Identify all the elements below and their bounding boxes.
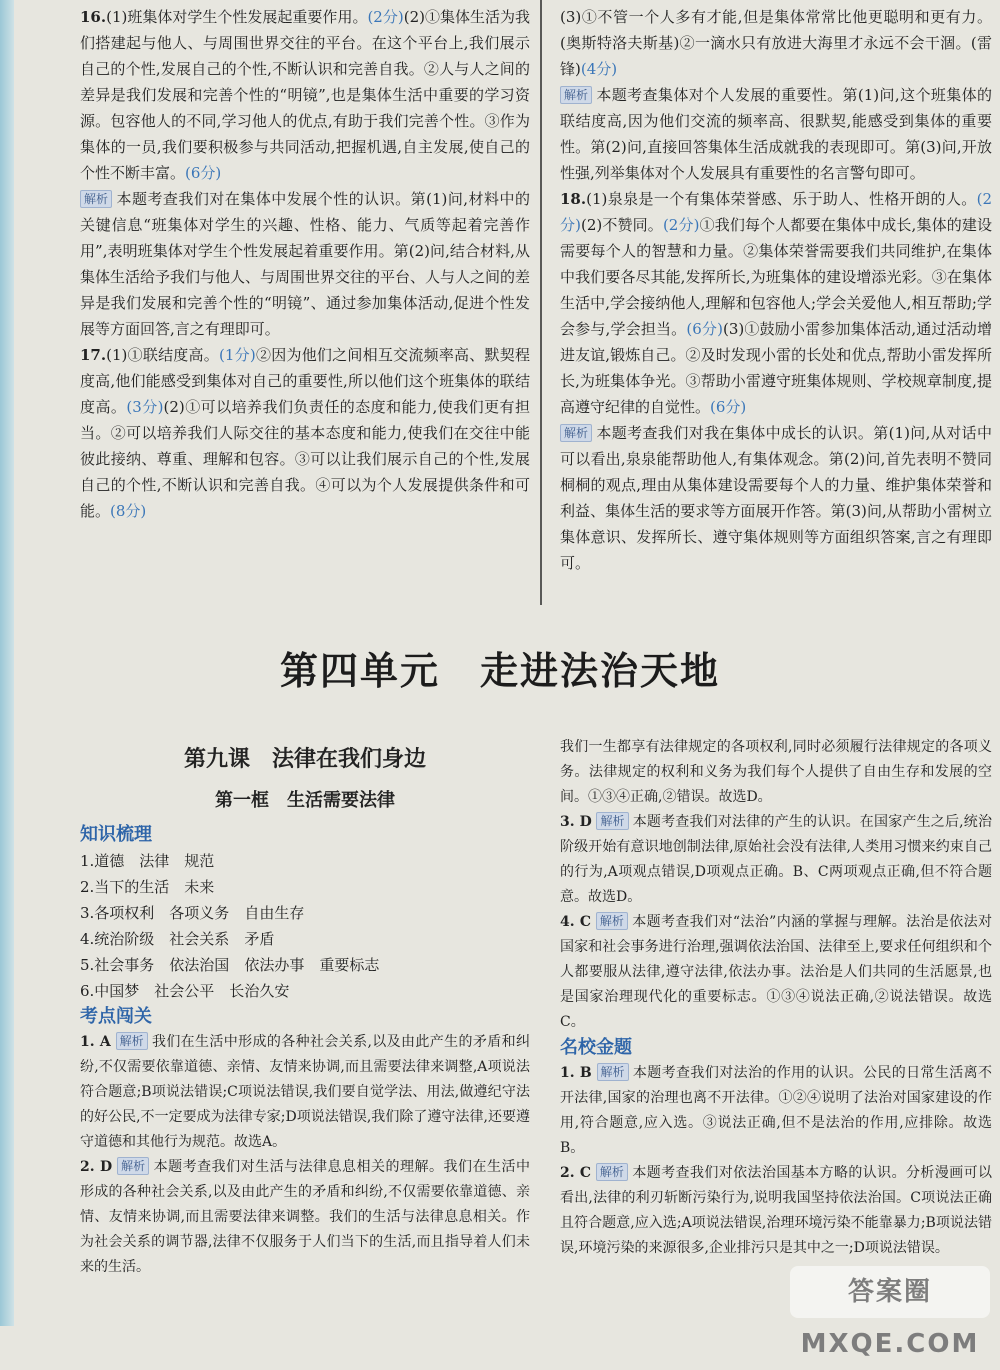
- column-divider: [540, 0, 542, 605]
- q17-analysis: [560, 82, 992, 186]
- knowledge-item: 4.统治阶级 社会关系 矛盾: [80, 930, 275, 948]
- mingxiao-q1-text: 本题考查我们对法治的作用的认识。公民的日常生活离不开法律,国家的治理也离不开法律。①②④说明了法治对国家建设的作用,符合题意,应入选。③说法正确,但不是法治的作用,应排除。故选B。: [560, 1065, 992, 1156]
- knowledge-item: 2.当下的生活 未来: [80, 878, 215, 896]
- kaodian-q1-number: 1. A: [80, 1034, 111, 1050]
- watermark-stamp: 答案圈 MXQE.COM: [790, 1266, 990, 1318]
- section-heading-zhishi: 知识梳理: [80, 824, 152, 845]
- analysis-tag: 解析: [596, 812, 628, 830]
- q18-answer: [560, 186, 992, 420]
- section-heading-kaodian: 考点闯关: [80, 1006, 152, 1027]
- kaodian-q2-cont: 我们一生都享有法律规定的各项权利,同时必须履行法律规定的各项义务。法律规定的权利和义务为我们每个人提供了自由生存和发展的空间。①③④正确,②错误。故选D。: [560, 739, 992, 805]
- q16-answer: [80, 4, 530, 186]
- mingxiao-q2: [560, 1161, 992, 1261]
- q18-text3: ①我们每个人都要在集体中成长,集体的建设需要每个人的智慧和力量。②集体荣誉需要我们共同维护,在集体中我们要各尽其能,发挥所长,为班集体的建设增添光彩。③在集体生活中,学会接纳他人,理解和包容他人;学会关爱他人,相互帮助;学会参与,学会担当。: [560, 216, 992, 338]
- kaodian-q3-number: 3. D: [560, 814, 592, 830]
- analysis-tag: 解析: [596, 1163, 628, 1181]
- q16-score1: (2分): [367, 8, 404, 26]
- kaodian-q1: [80, 1030, 530, 1155]
- top-left-column: [80, 4, 530, 524]
- q17-score4: (4分): [580, 60, 618, 78]
- q17-score3: (8分): [110, 502, 147, 520]
- knowledge-item: 5.社会事务 依法治国 依法办事 重要标志: [80, 956, 380, 974]
- top-right-column: [560, 4, 992, 576]
- analysis-tag: 解析: [80, 190, 112, 208]
- kaodian-q4-text: 本题考查我们对“法治”内涵的掌握与理解。法治是依法对国家和社会事务进行治理,强调依法治国、法律至上,要求任何组织和个人都要服从法律,遵守法律,依法办事。法治是人们共同的生活愿景,也是国家治理现代化的重要标志。①③④说法正确,②说法错误。故选C。: [560, 914, 992, 1030]
- q16-score2: (6分): [185, 164, 222, 182]
- knowledge-item: 6.中国梦 社会公平 长治久安: [80, 982, 290, 1000]
- q18-text1: (1)泉泉是一个有集体荣誉感、乐于助人、性格开朗的人。: [586, 190, 977, 208]
- q17-score1: (1分): [219, 346, 256, 364]
- q16-text1: (1)班集体对学生个性发展起重要作用。: [106, 8, 368, 26]
- analysis-tag: 解析: [116, 1032, 148, 1050]
- kaodian-q2-number: 2. D: [80, 1159, 113, 1175]
- q18-text4: (3)①鼓励小雷参加集体活动,通过活动增进友谊,锻炼自己。②及时发现小雷的长处和优点,帮助小雷发挥所长,为班集体争光。③帮助小雷遵守班集体规则、学校规章制度,提高遵守纪律的自觉性。: [560, 320, 992, 416]
- q18-text2: (2)不赞同。: [581, 216, 663, 234]
- kaodian-q3: [560, 810, 992, 910]
- q18-score3: (6分): [686, 320, 723, 338]
- q17-text1: (1)①联结度高。: [106, 346, 220, 364]
- analysis-tag: 解析: [596, 912, 628, 930]
- q16-analysis-text: 本题考查我们对在集体中发展个性的认识。第(1)问,材料中的关键信息“班集体对学生的兴趣、性格、能力、气质等起着完善作用”,表明班集体对学生个性发展起着重要作用。第(2)问,结合材料,从集体生活给予我们与他人、与周围世界交往的平台、人与人之间的差异是我们发展和完善个性的“明镜”、通过参加集体活动,促进个性发展等方面回答,言之有理即可。: [80, 190, 531, 338]
- q17-text3: (2)①可以培养我们负责任的态度和能力,使我们更有担当。②可以培养我们人际交往的基本态度和能力,使我们在交往中能彼此接纳、尊重、理解和包容。③可以让我们展示自己的个性,发展自己的个性,不断认识和完善自我。④可以为个人发展提供条件和可能。: [80, 398, 530, 520]
- kaodian-q2-text: 本题考查我们对生活与法律息息相关的理解。我们在生活中形成的各种社会关系,以及由此产生的矛盾和纠纷,不仅需要依靠道德、亲情、友情来协调,而且需要法律来调整。我们的生活与法律息息相关。作为社会关系的调节器,法律不仅服务于人们当下的生活,而且指导着人们未来的生活。: [80, 1159, 531, 1275]
- q18-score1: (2分): [560, 190, 992, 234]
- knowledge-item: 3.各项权利 各项义务 自由生存: [80, 904, 305, 922]
- kaodian-q3-text: 本题考查我们对法律的产生的认识。在国家产生之后,统治阶级开始有意识地创制法律,原始社会没有法律,人类用习惯来约束自己的行为,A项观点错误,D项观点正确。B、C两项观点正确,但不符合题意。故选D。: [560, 814, 992, 905]
- q16-analysis: [80, 186, 530, 342]
- mingxiao-q1-number: 1. B: [560, 1065, 592, 1081]
- q18-analysis-text: 本题考查我们对我在集体中成长的认识。第(1)问,从对话中可以看出,泉泉能帮助他人,有集体观念。第(2)问,首先表明不赞同桐桐的观点,理由从集体建设需要每个人的力量、维护集体荣誉和利益、集体生活的要求等方面展开作答。第(3)问,从帮助小雷树立集体意识、发挥所长、遵守集体规则等方面组织答案,言之有理即可。: [560, 424, 992, 572]
- q17-score2: (3分): [126, 398, 164, 416]
- analysis-tag: 解析: [117, 1157, 149, 1175]
- q17-text4: (3)①不管一个人多有才能,但是集体常常比他更聪明和更有力。(奥斯特洛夫斯基)②一滴水只有放进大海里才永远不会干涸。(雷锋): [560, 8, 992, 78]
- q17-answer-cont: [560, 4, 992, 82]
- mingxiao-q2-text: 本题考查我们对依法治国基本方略的认识。分析漫画可以看出,法律的利刃斩断污染行为,说明我国坚持依法治国。C项说法正确且符合题意,应入选;A项说法错误,治理环境污染不能靠暴力;B项说法错误,环境污染的来源很多,企业排污只是其中之一;D项说法错误。: [560, 1165, 993, 1256]
- q17-number: 17.: [80, 346, 107, 364]
- q17-text2: ②因为他们之间相互交流频率高、默契程度高,他们能感受到集体对自己的重要性,所以他们这个班集体的联结度高。: [80, 346, 531, 416]
- q18-score4: (6分): [710, 398, 747, 416]
- lesson-title: 第九课 法律在我们身边: [183, 747, 426, 772]
- analysis-tag: 解析: [560, 86, 592, 104]
- knowledge-item: 1.道德 法律 规范: [80, 852, 215, 870]
- kaodian-q2: [80, 1155, 530, 1280]
- kaodian-q4-number: 4. C: [560, 914, 592, 930]
- bottom-left-column: [80, 822, 530, 1280]
- section-heading-mingxiao: 名校金题: [560, 1037, 632, 1058]
- mingxiao-q2-number: 2. C: [560, 1165, 592, 1181]
- q17-answer: [80, 342, 530, 524]
- q17-analysis-text: 本题考查集体对个人发展的重要性。第(1)问,这个班集体的联结度高,因为他们交流的频率高、很默契,能感受到集体的重要性。第(2)问,直接回答集体生活成就我的表现即可。第(3)问,开放性强,列举集体对个人发展具有重要性的名言警句即可。: [560, 86, 992, 182]
- analysis-tag: 解析: [560, 424, 592, 442]
- frame-title: 第一框 生活需要法律: [215, 790, 395, 811]
- unit-title: 第四单元 走进法治天地: [279, 649, 720, 693]
- analysis-tag: 解析: [597, 1063, 629, 1081]
- q16-text2: (2)①集体生活为我们搭建起与他人、与周围世界交往的平台。在这个平台上,我们展示自己的个性,发展自己的个性,不断认识和完善自我。②人与人之间的差异是我们发展和完善个性的“明镜”,也是集体生活中重要的学习资源。包容他人的不同,学习他人的优点,有助于我们完善个性。③作为集体的一员,我们要积极参与共同活动,把握机遇,自主发展,使自己的个性不断丰富。: [80, 8, 531, 182]
- kaodian-q1-text: 我们在生活中形成的各种社会关系,以及由此产生的矛盾和纠纷,不仅需要依靠道德、亲情、友情来协调,而且需要法律来调整,A项说法符合题意;B项说法错误;C项说法错误,我们要自觉学法、用法,做遵纪守法的好公民,不一定要成为法律专家;D项说法错误,我们除了遵守法律,还要遵守道德和其他行为规范。故选A。: [80, 1034, 531, 1150]
- kaodian-q4: [560, 910, 992, 1035]
- q18-score2: (2分): [662, 216, 700, 234]
- mingxiao-q1: [560, 1061, 992, 1161]
- bottom-right-column: [560, 735, 992, 1261]
- q18-number: 18.: [560, 190, 587, 208]
- q16-number: 16.: [80, 8, 107, 26]
- q18-analysis: [560, 420, 992, 576]
